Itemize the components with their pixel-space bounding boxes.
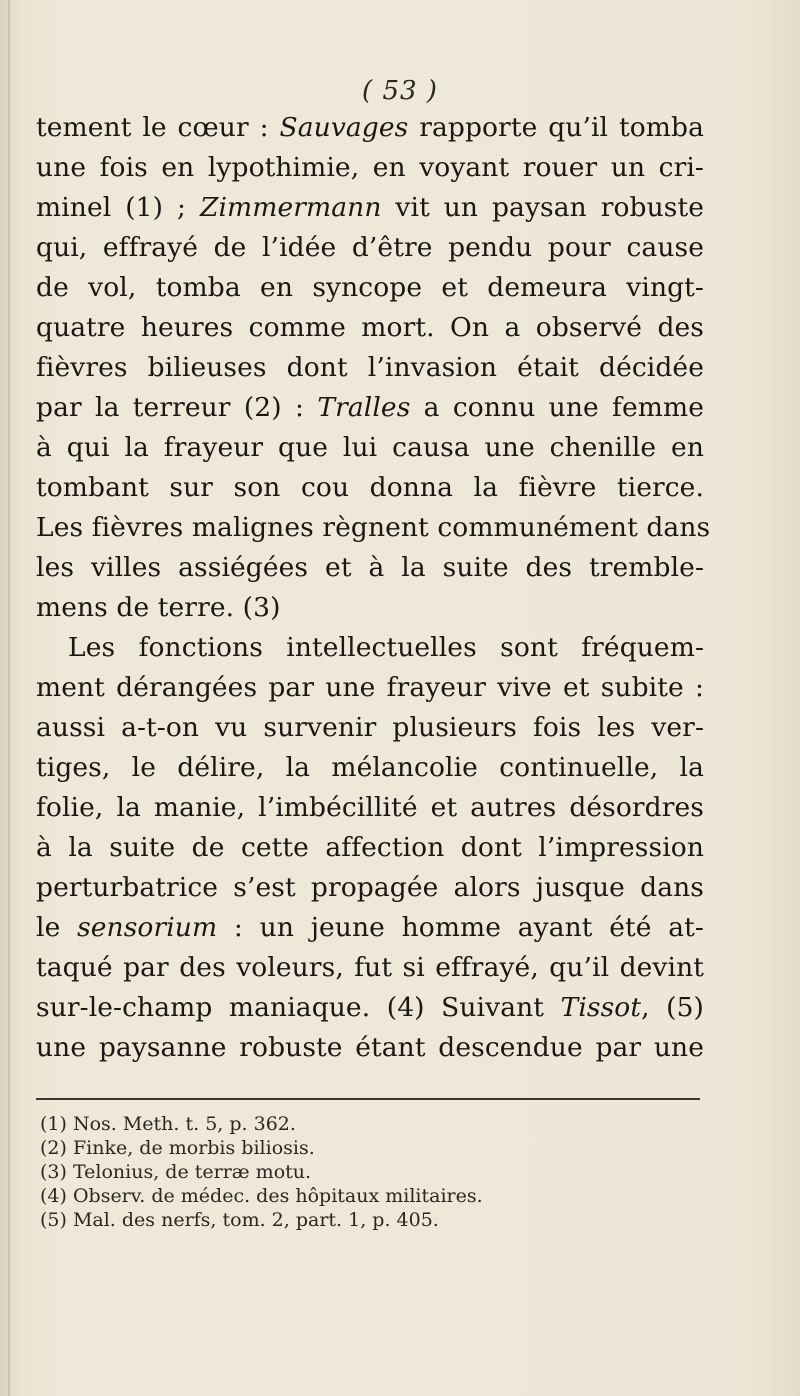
text-run: à qui la frayeur que lui causa une chenille en	[36, 432, 704, 463]
italic-name: Sauvages	[279, 112, 409, 143]
footnote: (1) Nos. Meth. t. 5, p. 362.	[40, 1113, 296, 1135]
footnote: (2) Finke, de morbis biliosis.	[40, 1137, 315, 1159]
text-run: les villes assiégées et à la suite des tremble-	[36, 552, 704, 583]
text-run: par la terreur (2) :	[36, 392, 318, 423]
text-line	[36, 228, 704, 268]
text-line	[36, 668, 704, 708]
text-line	[36, 308, 704, 348]
text-run: folie, la manie, l’imbécillité et autres désordres	[36, 792, 704, 823]
text-run: perturbatrice s’est propagée alors jusque dans	[36, 872, 704, 903]
text-run: Les fièvres malignes règnent communément dans	[36, 512, 711, 543]
footnote-separator-rule	[36, 1098, 700, 1100]
text-line	[36, 868, 704, 908]
text-run: de vol, tomba en syncope et demeura vingt-	[36, 272, 704, 303]
text-run: Les fonctions intellectuelles sont fréquem-	[68, 632, 704, 663]
footnotes	[40, 1112, 700, 1232]
text-run: ment dérangées par une frayeur vive et subite :	[36, 672, 704, 703]
page-number: ( 53 )	[362, 76, 438, 106]
text-line	[36, 748, 704, 788]
italic-name: Tralles	[317, 392, 411, 423]
text-run: le	[36, 912, 78, 943]
footnote: (3) Telonius, de terræ motu.	[40, 1161, 312, 1183]
text-line	[36, 508, 711, 548]
text-run: mens de terre. (3)	[36, 592, 281, 623]
text-run: tement le cœur :	[36, 112, 280, 143]
italic-name: Zimmermann	[199, 192, 382, 223]
text-run: aussi a-t-on vu survenir plusieurs fois les ver-	[36, 712, 704, 743]
text-run: vit un paysan robuste	[381, 192, 704, 223]
text-run: a connu une femme	[410, 392, 704, 423]
text-run: sur-le-champ maniaque. (4) Suivant	[36, 992, 561, 1023]
page-gutter-edge	[8, 0, 10, 1396]
text-run: à la suite de cette affection dont l’impression	[36, 832, 704, 863]
text-line	[36, 188, 704, 228]
text-line	[36, 788, 704, 828]
text-line	[36, 388, 704, 428]
text-line	[36, 948, 704, 988]
text-run: minel (1) ;	[36, 192, 200, 223]
text-run: taqué par des voleurs, fut si effrayé, qu’il devint	[36, 952, 704, 983]
text-line	[36, 148, 704, 188]
text-run: rapporte qu’il tomba	[408, 112, 704, 143]
text-line	[36, 268, 704, 308]
text-line	[36, 548, 704, 588]
text-line	[36, 348, 704, 388]
text-line	[36, 708, 704, 748]
text-run: qui, effrayé de l’idée d’être pendu pour cause	[36, 232, 704, 263]
text-run: une paysanne robuste étant descendue par une	[36, 1032, 704, 1063]
text-run: une fois en lypothimie, en voyant rouer un cri-	[36, 152, 704, 183]
text-run: , (5)	[641, 992, 704, 1023]
text-line	[36, 988, 704, 1028]
text-line	[36, 468, 704, 508]
text-line	[36, 108, 704, 148]
text-line	[36, 628, 704, 668]
text-run: fièvres bilieuses dont l’invasion était décidée	[36, 352, 704, 383]
text-run: : un jeune homme ayant été at-	[217, 912, 704, 943]
italic-name: Tissot	[560, 992, 642, 1023]
footnote: (4) Observ. de médec. des hôpitaux militaires.	[40, 1185, 483, 1207]
footnote: (5) Mal. des nerfs, tom. 2, part. 1, p. 405.	[40, 1209, 439, 1231]
text-line	[36, 428, 704, 468]
text-line	[36, 908, 704, 948]
italic-name: sensorium	[77, 912, 218, 943]
text-line	[36, 828, 704, 868]
text-line	[36, 588, 704, 628]
text-run: tombant sur son cou donna la fièvre tierce.	[36, 472, 704, 503]
text-line	[36, 1028, 704, 1068]
text-run: tiges, le délire, la mélancolie continuelle, la	[36, 752, 704, 783]
text-run: quatre heures comme mort. On a observé des	[36, 312, 704, 343]
body-text	[36, 108, 711, 1068]
